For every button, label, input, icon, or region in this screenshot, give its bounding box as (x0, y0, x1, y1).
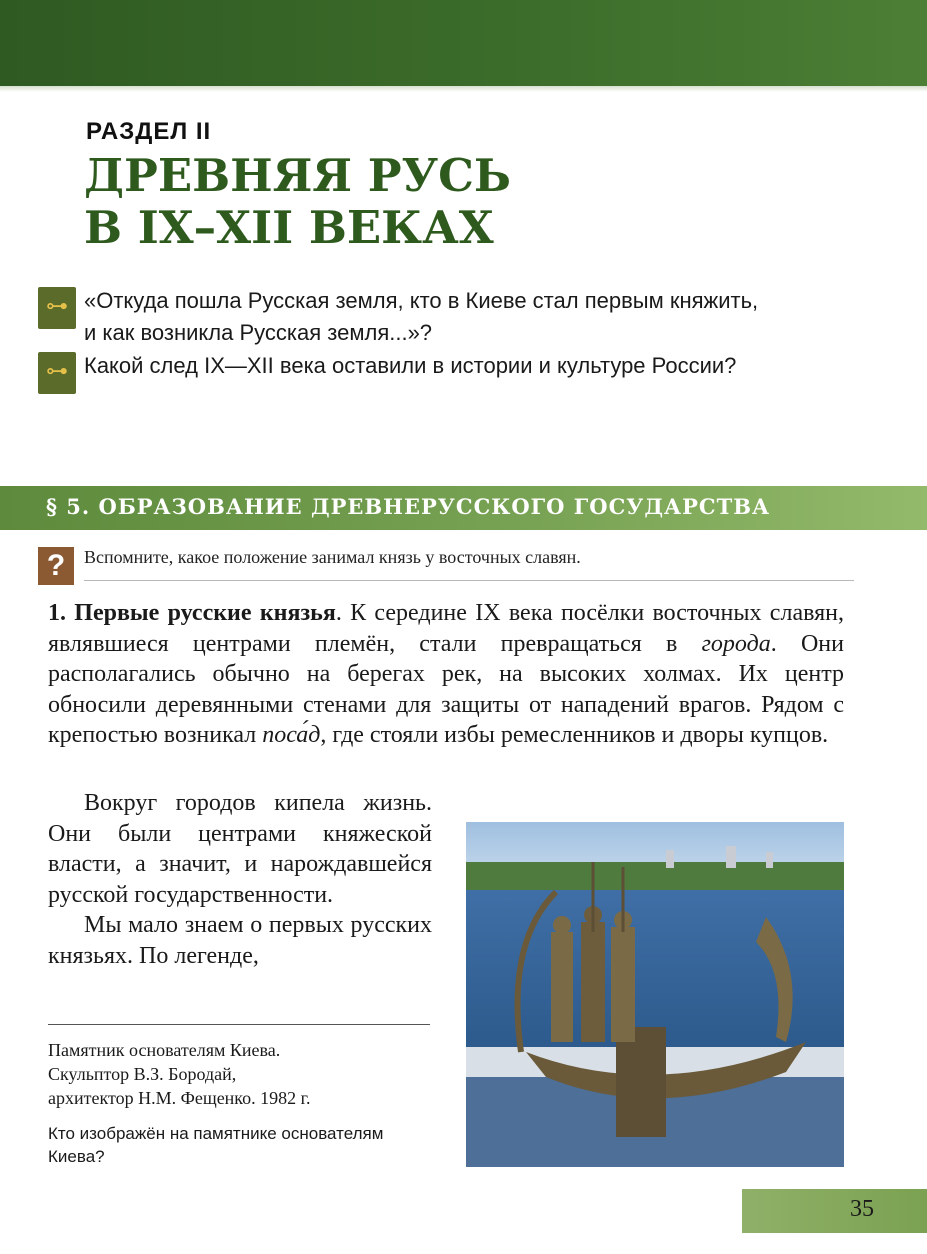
caption-divider (48, 1024, 430, 1025)
key-question-1-line2: и как возникла Русская земля...»? (84, 320, 433, 345)
key-question-2-line1: Какой след IX—XII века оставили в истории и культуре России? (84, 353, 737, 378)
monument-photo (466, 822, 844, 1167)
key-icon: ⊶ (38, 352, 76, 394)
top-band-fade (0, 86, 927, 92)
body-paragraph-1 (48, 598, 844, 751)
caption-line: Скульптор В.З. Бородай, (48, 1064, 237, 1084)
figure-question: Кто изображён на памятнике основателям Киева? (48, 1124, 384, 1166)
key-question-1 (38, 285, 898, 355)
body-paragraph-3: Мы мало знаем о первых русских князьях. По легенде, (48, 912, 432, 969)
text-run: . Они располагались обычно на берегах рек, на высоких холмах. Их центр обносили деревянными стенами для защиты от нападений врагов. Рядом с крепостью возникал (48, 630, 844, 748)
recall-question: Вспомните, какое положение занимал князь у восточных славян. (84, 547, 581, 567)
body-paragraph-2: Вокруг городов кипела жизнь. Они были центрами княжеской власти, а значит, и нарождавшейся русской государственности. (48, 790, 432, 908)
section-title-line1: ДРЕВНЯЯ РУСЬ (84, 149, 512, 202)
page-number: 35 (850, 1196, 874, 1222)
subheading: 1. Первые русские князья (48, 600, 336, 626)
section-label: РАЗДЕЛ II (86, 118, 212, 145)
key-question-text (84, 285, 884, 349)
top-color-band (0, 0, 927, 86)
key-question-1-line1: «Откуда пошла Русская земля, кто в Киеве стал первым княжить, (84, 288, 759, 313)
question-icon: ? (38, 547, 74, 585)
text-run: , где стояли избы ремесленников и дворы купцов. (320, 722, 829, 748)
figure-caption (48, 1038, 438, 1110)
key-question-text (84, 350, 884, 382)
key-icon: ⊶ (38, 287, 76, 329)
caption-line: Памятник основателям Киева. (48, 1040, 281, 1060)
key-question-2 (38, 350, 898, 394)
caption-line: архитектор Н.М. Фещенко. 1982 г. (48, 1088, 311, 1108)
divider (84, 580, 854, 581)
section-title-line2: В IX–XII ВЕКАХ (84, 201, 494, 254)
text-run: . К середине IX века посёлки восточных славян, являвшиеся центрами племён, стали превращаться в (48, 600, 844, 657)
term-posad: поса́д (262, 722, 321, 748)
section-title (84, 150, 511, 254)
body-column (48, 788, 432, 971)
paragraph-title: § 5. ОБРАЗОВАНИЕ ДРЕВНЕРУССКОГО ГОСУДАРСТВА (46, 494, 771, 519)
term-city: города (701, 630, 771, 657)
page-number-tab (742, 1189, 927, 1233)
